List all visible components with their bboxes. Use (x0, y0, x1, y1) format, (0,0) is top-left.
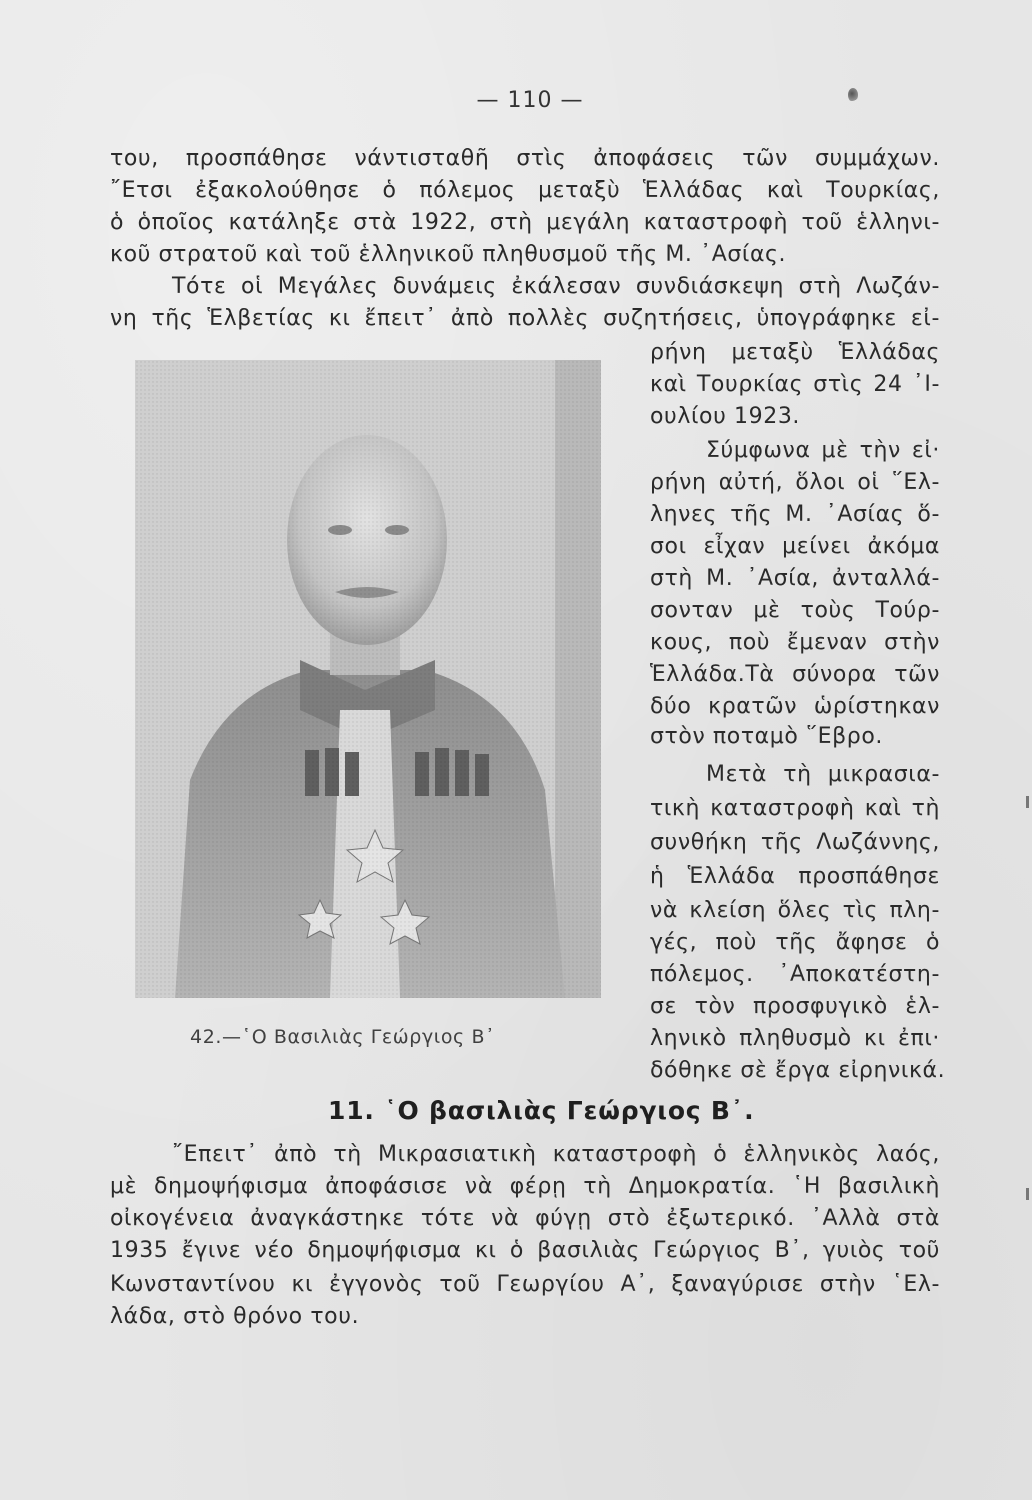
section-heading: 11. ῾Ο βασιλιὰς Γεώργιος Β᾿. (328, 1096, 755, 1125)
text-line: νὰ κλείση ὅλες τὶς πλη- (650, 898, 940, 923)
page-number: — 110 — (476, 88, 584, 113)
text-line: ὁ ὁποῖος κατάληξε στὰ 1922, στὴ μεγάλη καταστροφὴ τοῦ ἑλληνι- (110, 210, 940, 235)
text-line: κοῦ στρατοῦ καὶ τοῦ ἑλληνικοῦ πληθυσμοῦ τῆς Μ. ᾿Ασίας. (110, 242, 787, 267)
text-line: 1935 ἔγινε νέο δημοψήφισμα κι ὁ βασιλιὰς Γεώργιος Β᾿, γυιὸς τοῦ (110, 1238, 940, 1263)
text-line: ρήνη αὐτή, ὅλοι οἱ ῞Ελ- (650, 470, 940, 495)
text-line: καὶ Τουρκίας στὶς 24 ᾿Ι- (650, 372, 940, 397)
text-line: ληνικὸ πληθυσμὸ κι ἐπι· (650, 1026, 940, 1051)
photo-caption: 42.—῾Ο Βασιλιὰς Γεώργιος Β᾿ (190, 1026, 496, 1048)
portrait-illustration (135, 360, 601, 998)
text-line: πόλεμος. ᾿Αποκατέστη- (650, 962, 940, 987)
text-line: ῎Επειτ᾿ ἀπὸ τὴ Μικρασιατικὴ καταστροφὴ ὁ ἑλληνικὸς λαός, (172, 1142, 940, 1167)
text-line: του, προσπάθησε νάντισταθῆ στὶς ἀποφάσεις τῶν συμμάχων. (110, 146, 940, 171)
margin-mark (1026, 796, 1029, 808)
text-line: Μετὰ τὴ μικρασια- (706, 762, 940, 787)
text-line: Ἑλλάδα.Τὰ σύνορα τῶν (650, 662, 940, 687)
text-line: οἰκογένεια ἀναγκάστηκε τότε νὰ φύγῃ στὸ ἐξωτερικό. ᾿Αλλὰ στὰ (110, 1206, 940, 1231)
margin-mark (1026, 1188, 1029, 1200)
text-line: ἡ Ἑλλάδα προσπάθησε (650, 864, 940, 889)
text-line: ουλίου 1923. (650, 404, 801, 429)
text-line: σε τὸν προσφυγικὸ ἑλ- (650, 994, 940, 1019)
text-line: ληνες τῆς Μ. ᾿Ασίας ὅ- (650, 502, 940, 527)
text-line: δόθηκε σὲ ἔργα εἰρηνικά. (650, 1058, 946, 1083)
text-line: τικὴ καταστροφὴ καὶ τὴ (650, 796, 940, 821)
text-line: ῎Ετσι ἐξακολούθησε ὁ πόλεμος μεταξὺ Ἑλλάδας καὶ Τουρκίας, (110, 178, 940, 203)
ink-spot (848, 88, 858, 102)
text-line: γές, ποὺ τῆς ἄφησε ὁ (650, 930, 940, 955)
text-line: δύο κρατῶν ὡρίστηκαν (650, 694, 940, 719)
text-line: συνθήκη τῆς Λωζάννης, (650, 830, 940, 855)
text-line: Σύμφωνα μὲ τὴν εἰ· (706, 438, 940, 463)
text-line: νη τῆς Ἑλβετίας κι ἔπειτ᾿ ἀπὸ πολλὲς συζητήσεις, ὑπογράφηκε εἰ- (110, 306, 940, 331)
text-line: σοι εἶχαν μείνει ἀκόμα (650, 534, 940, 559)
text-line: Τότε οἱ Μεγάλες δυνάμεις ἐκάλεσαν συνδιάσκεψη στὴ Λωζάν- (172, 274, 940, 299)
text-line: μὲ δημοψήφισμα ἀποφάσισε νὰ φέρῃ τὴ Δημοκρατία. ῾Η βασιλικὴ (110, 1174, 940, 1199)
text-line: ρήνη μεταξὺ Ἑλλάδας (650, 340, 940, 365)
text-line: σονταν μὲ τοὺς Τούρ- (650, 598, 940, 623)
text-line: στὴ Μ. ᾿Ασία, ἀνταλλά- (650, 566, 940, 591)
portrait-photo (135, 360, 601, 998)
text-line: στὸν ποταμὸ ῞Εβρο. (650, 724, 883, 749)
text-line: κους, ποὺ ἔμεναν στὴν (650, 630, 940, 655)
text-line: Κωνσταντίνου κι ἐγγονὸς τοῦ Γεωργίου Α᾿, ξαναγύρισε στὴν ῾Ελ- (110, 1272, 940, 1297)
text-line: λάδα, στὸ θρόνο του. (110, 1304, 360, 1329)
